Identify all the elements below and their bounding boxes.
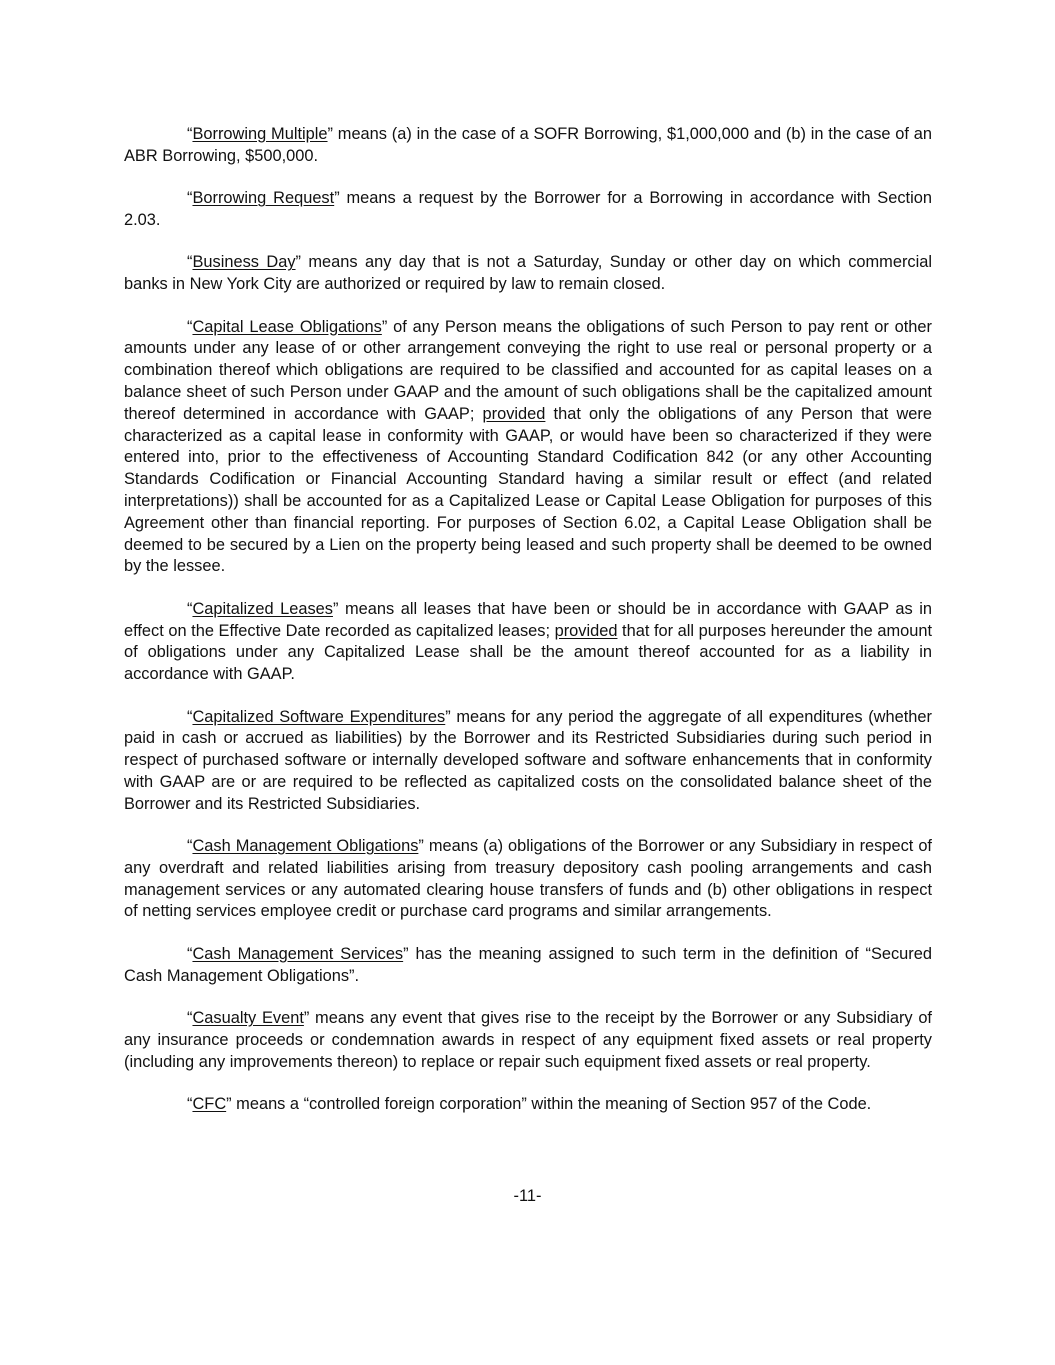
definition-text: means all leases that have been or should be in accordance with GAAP as in effect on the Effective Date recorded as capitalized leases; <box>124 599 932 640</box>
provided-proviso: provided <box>482 404 546 423</box>
defined-term: Borrowing Request <box>192 189 335 208</box>
open-quote: “ <box>187 253 193 272</box>
definition-text: means a “controlled foreign corporation” within the meaning of Section 957 of the Code. <box>231 1095 872 1114</box>
open-quote: “ <box>187 317 193 336</box>
close-quote: ” <box>295 253 301 272</box>
definition-capital-lease-obligations <box>124 317 932 579</box>
close-quote: ” <box>327 125 333 143</box>
defined-term: Cash Management Services <box>192 944 404 963</box>
open-quote: “ <box>187 125 193 143</box>
close-quote: ” <box>418 837 424 856</box>
open-quote: “ <box>187 707 193 726</box>
definition-text: has the meaning assigned to such term in the definition of “Secured Cash Management Obligations”. <box>124 944 932 985</box>
open-quote: “ <box>187 944 193 963</box>
definition-business-day <box>124 252 932 296</box>
close-quote: ” <box>226 1095 232 1114</box>
definition-text: of any Person means the obligations of such Person to pay rent or other amounts under any lease of or other arrangement conveying the right to use real or personal property or a combination thereof which obligations are required to be classified and accounted for as capital leases on a balance sheet of such Person under GAAP and the amount of such obligations shall be the capitalized amount thereof determined in accordance with GAAP; <box>124 317 932 423</box>
close-quote: ” <box>303 1009 310 1028</box>
close-quote: ” <box>381 317 388 336</box>
defined-term: Capitalized Software Expenditures <box>192 707 446 726</box>
open-quote: “ <box>187 1095 193 1114</box>
definitions-section <box>124 124 932 1136</box>
definition-casualty-event <box>124 1008 932 1073</box>
definition-capitalized-leases <box>124 599 932 686</box>
definition-borrowing-request <box>124 188 932 232</box>
open-quote: “ <box>187 599 193 618</box>
close-quote: ” <box>334 189 340 208</box>
definition-text: means (a) in the case of a SOFR Borrowing, $1,000,000 and (b) in the case of an ABR Borrowing, $500,000. <box>124 125 932 165</box>
definition-text: means any day that is not a Saturday, Sunday or other day on which commercial banks in New York City are authorized or required by law to remain closed. <box>124 253 932 294</box>
defined-term: CFC <box>192 1095 227 1114</box>
defined-term: Capital Lease Obligations <box>192 317 382 336</box>
open-quote: “ <box>187 1009 193 1028</box>
defined-term: Business Day <box>192 253 296 272</box>
definition-text-continued: that only the obligations of any Person that were characterized as a capital lease in conformity with GAAP, or would have been so characterized if they were entered into, prior to the effectiveness of Accounting Standard Codification 842 (or any other Accounting Standards Codification or Financial Accounting Standard having a similar result or effect (and related interpretations)) shall be accounted for as a Capitalized Lease or Capital Lease Obligation for purposes of this Agreement other than financial reporting. For purposes of Section 6.02, a Capital Lease Obligation shall be deemed to be secured by a Lien on the property being leased and such property shall be deemed to be owned by the lessee. <box>124 404 932 576</box>
close-quote: ” <box>332 599 339 618</box>
definition-borrowing-multiple <box>124 124 932 168</box>
close-quote: ” <box>403 944 409 963</box>
defined-term: Casualty Event <box>192 1009 304 1028</box>
close-quote: ” <box>445 707 451 726</box>
open-quote: “ <box>187 189 193 208</box>
definition-cfc <box>124 1094 932 1116</box>
definition-cash-management-services <box>124 944 932 988</box>
defined-term: Borrowing Multiple <box>192 125 328 143</box>
defined-term: Capitalized Leases <box>192 599 333 618</box>
definition-text-continued: that for all purposes hereunder the amount of obligations under any Capitalized Lease shall be the amount thereof accounted for as a liability in accordance with GAAP. <box>124 621 932 684</box>
page-number: -11- <box>513 1187 542 1205</box>
definition-text: means any event that gives rise to the receipt by the Borrower or any Subsidiary of any insurance proceeds or condemnation awards in respect of any equipment fixed assets or real property (including any improvements thereon) to replace or repair such equipment fixed assets or real property. <box>124 1009 932 1071</box>
definition-text: means for any period the aggregate of all expenditures (whether paid in cash or accrued as liabilities) by the Borrower and its Restricted Subsidiaries during such period in respect of purchased software or internally developed software and software enhancements that in conformity with GAAP are or are required to be reflected as capitalized costs on the consolidated balance sheet of the Borrower and its Restricted Subsidiaries. <box>124 707 932 813</box>
definition-cash-management-obligations <box>124 836 932 923</box>
definition-text: means (a) obligations of the Borrower or any Subsidiary in respect of any overdraft and related liabilities arising from treasury depository cash pooling arrangements and cash management services or any automated clearing house transfers of funds and (b) other obligations in respect of netting services employee credit or purchase card programs and similar arrangements. <box>124 837 932 921</box>
defined-term: Cash Management Obligations <box>192 837 419 856</box>
provided-proviso: provided <box>554 621 618 640</box>
definition-text: means a request by the Borrower for a Borrowing in accordance with Section 2.03. <box>124 189 932 229</box>
open-quote: “ <box>187 837 193 856</box>
definition-capitalized-software-expenditures <box>124 707 932 816</box>
